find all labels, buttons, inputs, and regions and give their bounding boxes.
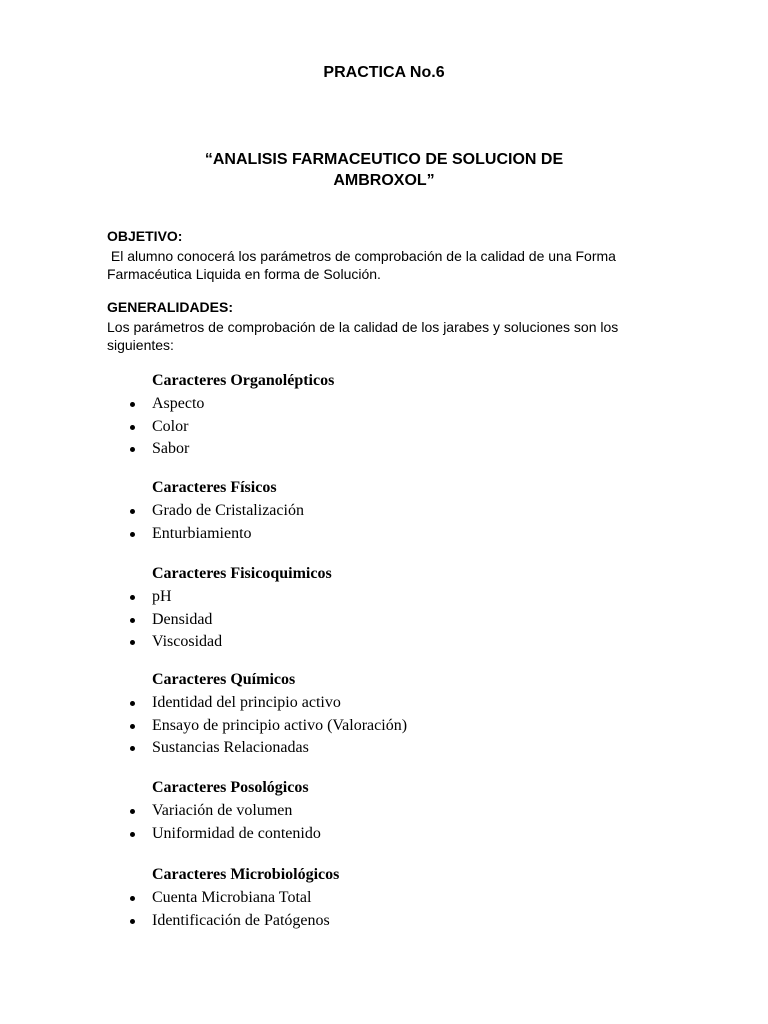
group-heading-organolepticos: Caracteres Organolépticos — [152, 372, 335, 389]
list-item-label: pH — [152, 588, 172, 605]
list-item — [0, 523, 304, 546]
list-item-label: Identificación de Patógenos — [152, 911, 330, 929]
list-item-label: Grado de Cristalización — [152, 502, 304, 519]
bullet-icon — [130, 746, 135, 751]
list-item-label: Uniformidad de contenido — [152, 824, 321, 842]
general-line-2: siguientes: — [107, 337, 174, 353]
bullet-icon — [130, 618, 135, 623]
objective-line-2: Farmacéutica Liquida en forma de Solución. — [107, 266, 381, 282]
objective-text — [107, 247, 667, 283]
list-item — [0, 715, 407, 738]
main-title-line-1: “ANALISIS FARMACEUTICO DE SOLUCION DE — [204, 151, 564, 168]
general-label: GENERALIDADES: — [107, 299, 234, 315]
group-list-microbiologicos — [0, 887, 330, 932]
bullet-icon — [130, 809, 135, 814]
list-item — [0, 631, 222, 654]
list-item — [0, 737, 407, 760]
general-text — [107, 318, 667, 354]
group-list-fisicoquimicos — [0, 586, 222, 654]
list-item-label: Densidad — [152, 610, 213, 628]
list-item — [0, 800, 321, 823]
bullet-icon — [130, 919, 135, 924]
bullet-icon — [130, 640, 135, 645]
list-item-label: Identidad del principio activo — [152, 694, 341, 711]
list-item — [0, 393, 204, 416]
main-title — [0, 149, 768, 191]
list-item — [0, 586, 222, 609]
group-list-quimicos — [0, 692, 407, 760]
list-item — [0, 823, 321, 846]
objective-line-1: El alumno conocerá los parámetros de comprobación de la calidad de una Forma — [107, 248, 616, 264]
list-item-label: Sustancias Relacionadas — [152, 739, 309, 756]
practice-title: PRACTICA No.6 — [323, 64, 445, 81]
group-heading-fisicos: Caracteres Físicos — [152, 479, 277, 496]
bullet-icon — [130, 532, 135, 537]
list-item-label: Sabor — [152, 440, 190, 457]
group-heading-microbiologicos: Caracteres Microbiológicos — [152, 866, 340, 883]
bullet-icon — [130, 402, 135, 407]
bullet-icon — [130, 595, 135, 600]
bullet-icon — [130, 832, 135, 837]
list-item-label: Ensayo de principio activo (Valoración) — [152, 716, 408, 734]
group-list-organolepticos — [0, 393, 204, 461]
bullet-icon — [130, 724, 135, 729]
list-item — [0, 416, 204, 439]
list-item-label: Viscosidad — [152, 633, 223, 650]
group-list-fisicos — [0, 500, 304, 545]
list-item — [0, 692, 407, 715]
objective-label: OBJETIVO: — [107, 228, 183, 244]
list-item — [0, 438, 204, 461]
bullet-icon — [130, 509, 135, 514]
bullet-icon — [130, 701, 135, 706]
bullet-icon — [130, 896, 135, 901]
list-item-label: Enturbiamiento — [152, 524, 252, 542]
list-item-label: Aspecto — [152, 395, 205, 412]
general-line-1: Los parámetros de comprobación de la calidad de los jarabes y soluciones son los — [107, 319, 619, 335]
bullet-icon — [130, 447, 135, 452]
list-item-label: Cuenta Microbiana Total — [152, 889, 312, 906]
list-item — [0, 910, 330, 933]
list-item-label: Variación de volumen — [152, 802, 293, 819]
main-title-line-2: AMBROXOL” — [333, 172, 435, 189]
bullet-icon — [130, 425, 135, 430]
group-heading-quimicos: Caracteres Químicos — [152, 671, 296, 688]
list-item — [0, 887, 330, 910]
list-item — [0, 500, 304, 523]
group-heading-posologicos: Caracteres Posológicos — [152, 779, 309, 796]
list-item-label: Color — [152, 417, 189, 435]
group-list-posologicos — [0, 800, 321, 845]
group-heading-fisicoquimicos: Caracteres Fisicoquimicos — [152, 565, 332, 582]
list-item — [0, 609, 222, 632]
